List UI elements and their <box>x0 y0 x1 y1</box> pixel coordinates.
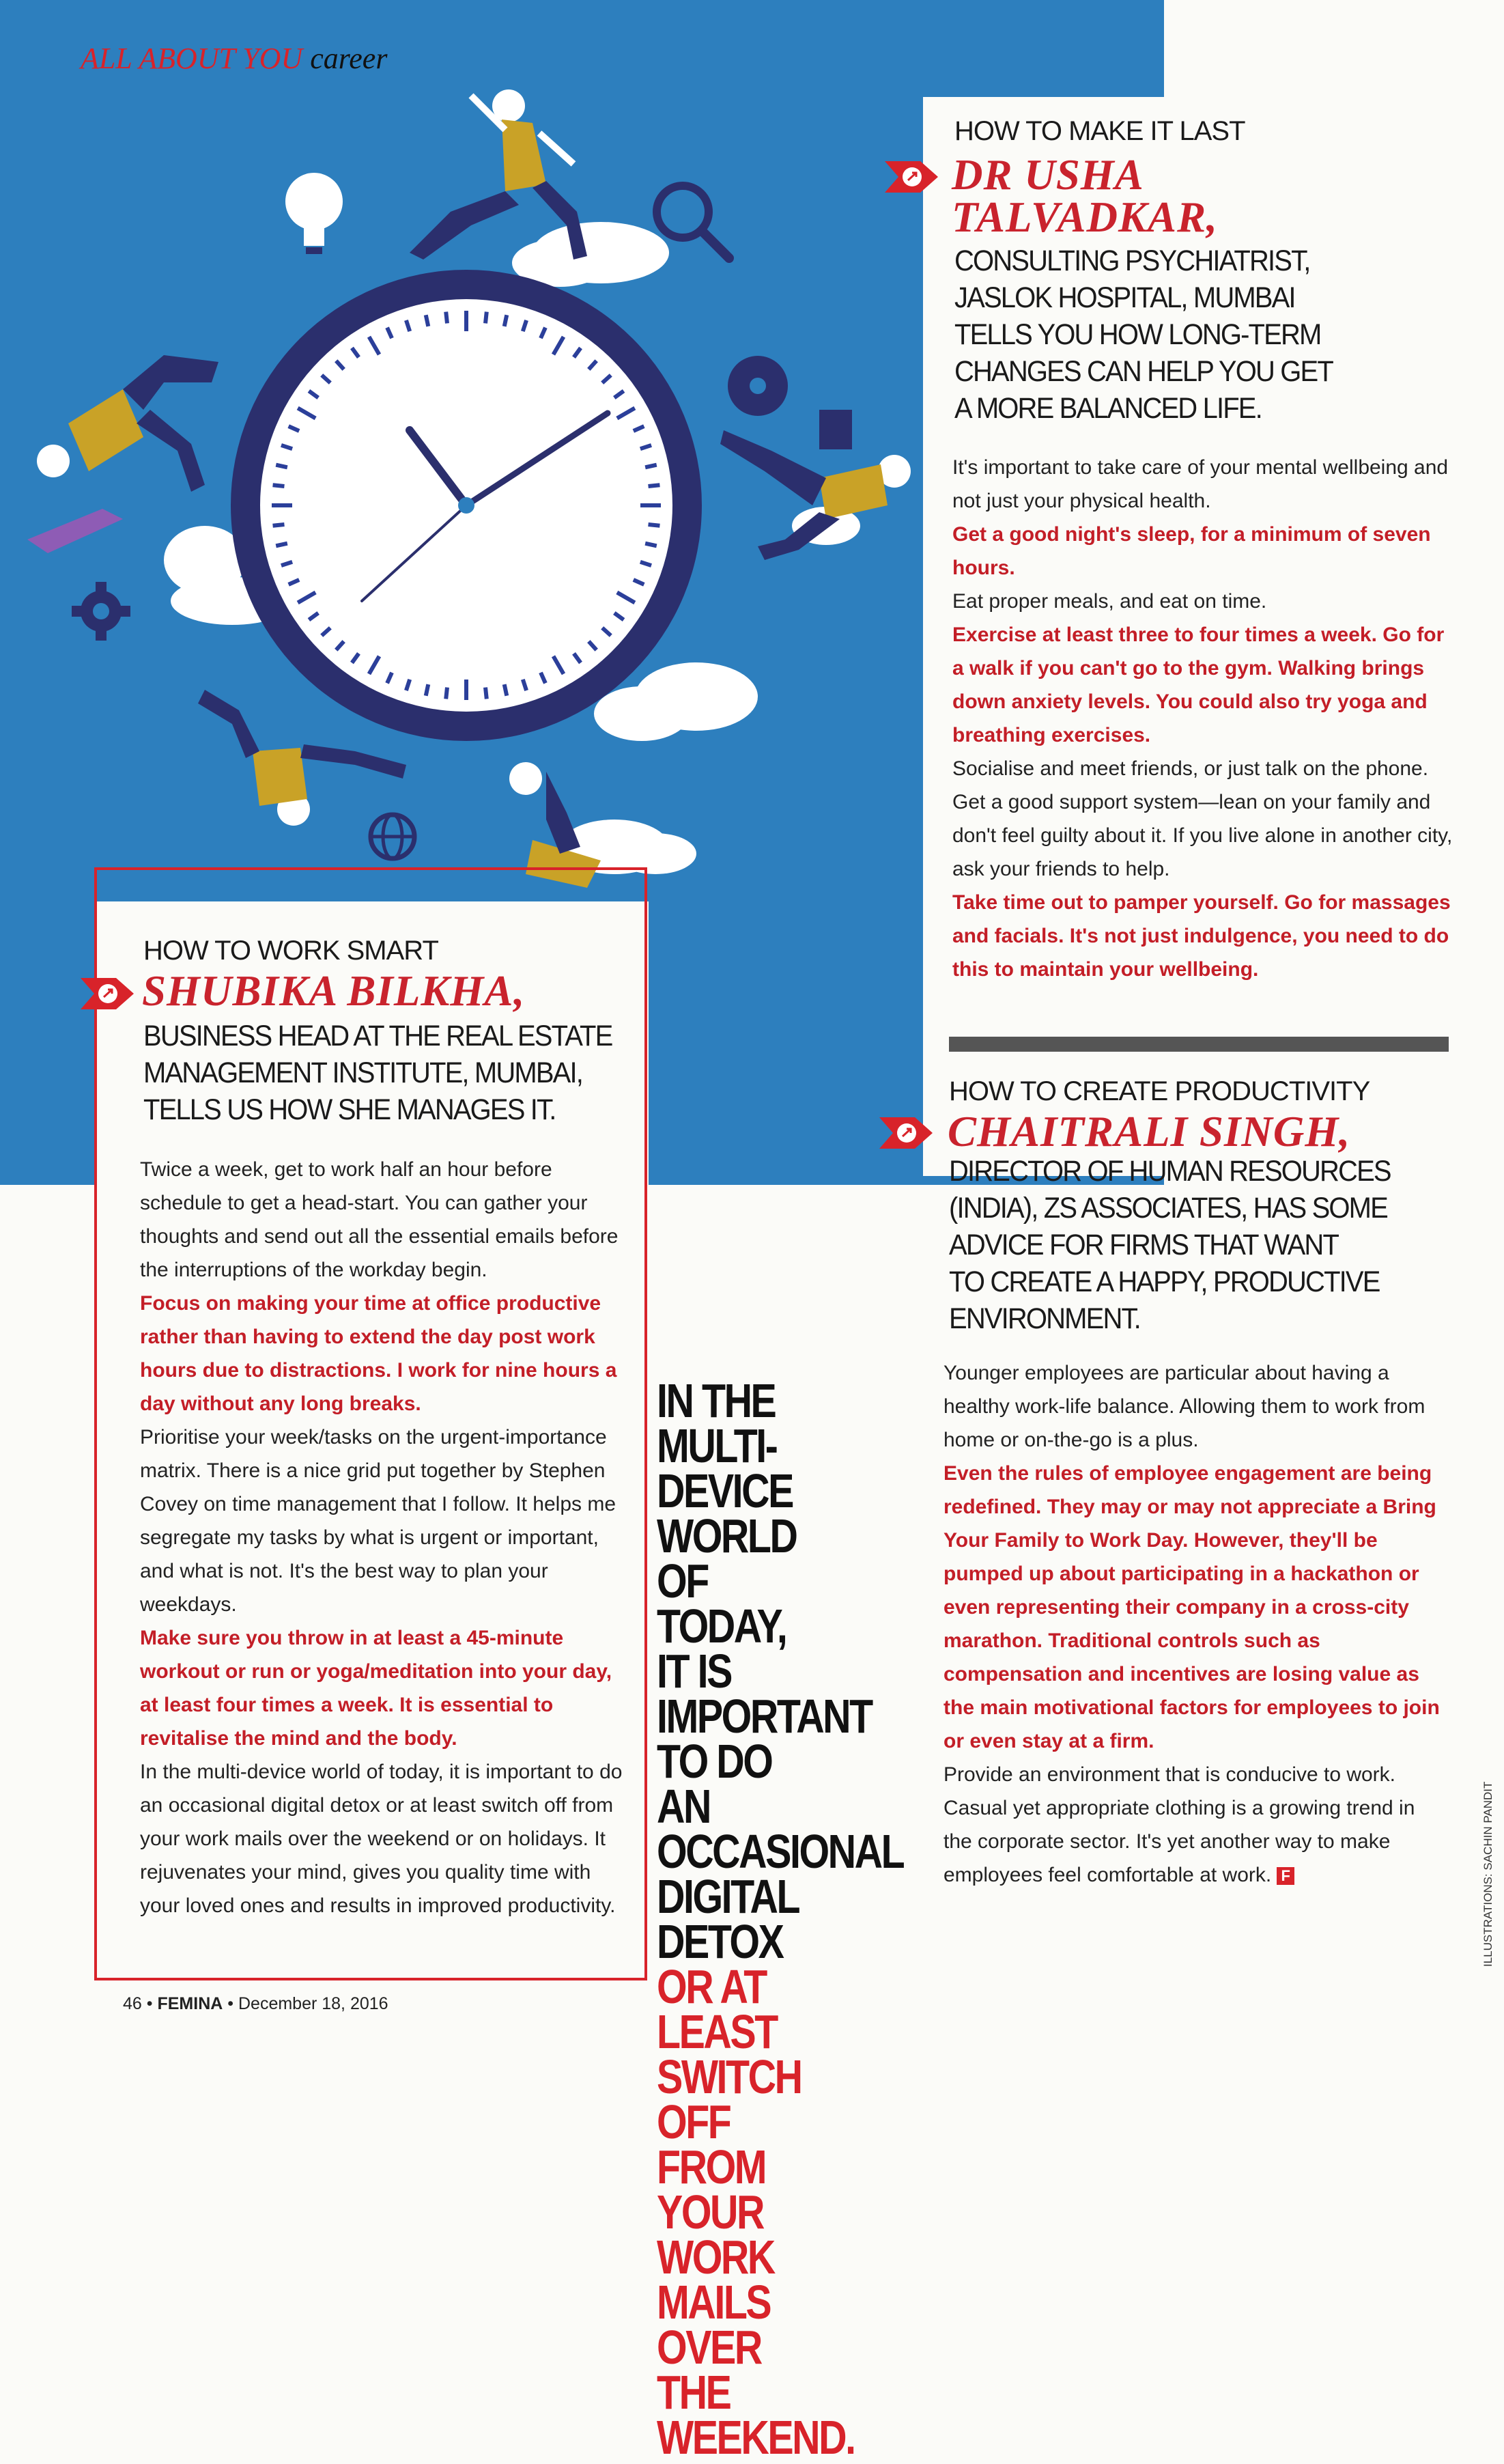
section-kicker <box>81 41 387 76</box>
illustration-credit: ILLUSTRATIONS: SACHIN PANDIT <box>1481 1781 1494 1967</box>
clock-icon <box>231 270 702 741</box>
arrow-badge-icon <box>885 161 938 193</box>
clock-tick <box>446 688 447 699</box>
intro-usha <box>954 242 1333 427</box>
intro-line: TELLS YOU HOW LONG-TERM <box>954 318 1321 351</box>
intro-line: ADVICE FOR FIRMS THAT WANT <box>949 1229 1339 1261</box>
intro-line: ENVIRONMENT. <box>949 1302 1140 1335</box>
issue-date: December 18, 2016 <box>238 1994 388 2013</box>
clock-tick <box>505 315 507 326</box>
body-paragraph: Socialise and meet friends, or just talk on the phone. Get a good support system—lean on your family and don't feel guilty about it. If you live alone in another city, ask your friends to help. <box>952 757 1453 880</box>
figure-left <box>27 355 218 553</box>
intro-line: (INDIA), ZS ASSOCIATES, HAS SOME <box>949 1192 1387 1224</box>
pull-quote-red: OR AT LEAST SWITCH OFF FROM YOUR WORK MAILS OVER THE WEEKEND. <box>657 1960 855 2464</box>
body-paragraph: It's important to take care of your mental wellbeing and not just your physical health. <box>952 456 1449 512</box>
location-pin-icon <box>728 356 788 416</box>
body-highlight: Even the rules of employee engagement are being redefined. They may or may not appreciate a Bring Your Family to Work Day. However, they'll be pumped up about participating in a hackathon or even representing their company in a cross-city marathon. Traditional controls such as compensation and incentives are losing value as the main motivational factors for employees to join or even stay at a firm. <box>943 1462 1440 1752</box>
intro-line: DIRECTOR OF HUMAN RESOURCES <box>949 1155 1391 1188</box>
body-paragraph: In the multi-device world of today, it is important to do an occasional digital detox or at least switch off from your work mails over the weekend or on holidays. It rejuvenates your mind, gives you quality time with your loved ones and results in improved productivity. <box>140 1761 623 1917</box>
clock-tick <box>446 312 447 324</box>
intro-line: CHANGES CAN HELP YOU GET <box>954 355 1333 388</box>
body-paragraph: Prioritise your week/tasks on the urgent-importance matrix. There is a nice grid put together by Stephen Covey on time management that I follow. It helps me segregate my tasks by what is urgent or important, and what is not. It's the best way to plan your weekdays. <box>140 1426 616 1616</box>
page-number: 46 <box>123 1994 142 2013</box>
clock-tick <box>485 688 487 699</box>
magazine-name: FEMINA <box>157 1994 223 2013</box>
gear-icon <box>72 582 130 641</box>
intro-line: TELLS US HOW SHE MANAGES IT. <box>143 1093 556 1126</box>
body-paragraph-last <box>943 1758 1442 1892</box>
clock-tick <box>426 684 429 696</box>
body-chaitrali <box>943 1356 1442 1892</box>
clock-tick <box>426 315 429 326</box>
person-name-line2: TALVADKAR, <box>952 193 1218 241</box>
body-paragraph: Eat proper meals, and eat on time. <box>952 590 1267 613</box>
clock-tick <box>276 544 287 546</box>
lightbulb-icon <box>285 173 343 254</box>
intro-line: JASLOK HOSPITAL, MUMBAI <box>954 281 1295 314</box>
clock-tick <box>645 465 657 468</box>
person-name-shubika: SHUBIKA BILKHA, <box>142 967 526 1015</box>
person-name-chaitrali: CHAITRALI SINGH, <box>948 1108 1351 1156</box>
section-label-make-it-last: HOW TO MAKE IT LAST <box>954 116 1245 146</box>
clock-tick <box>649 485 660 486</box>
intro-line: TO CREATE A HAPPY, PRODUCTIVE <box>949 1265 1380 1298</box>
pull-quote-black: IN THE MULTI-DEVICE WORLD OF TODAY, IT IS IMPORTANT TO DO AN OCCASIONAL DIGITAL DETOX <box>657 1374 903 1968</box>
body-highlight: Focus on making your time at office productive rather than having to extend the day post work hours due to distractions. I work for nine hours a day without any long breaks. <box>140 1292 617 1415</box>
arrow-badge-icon <box>879 1117 933 1149</box>
intro-chaitrali <box>949 1153 1391 1337</box>
body-highlight: Exercise at least three to four times a week. Go for a walk if you can't go to the gym. Walking brings down anxiety levels. You could also try yoga and breathing exercises. <box>952 624 1445 746</box>
clock-tick <box>273 524 285 526</box>
body-highlight: Take time out to pamper yourself. Go for massages and facials. It's not just indulgence, you need to do this to maintain your wellbeing. <box>952 891 1451 981</box>
intro-line: BUSINESS HEAD AT THE REAL ESTATE <box>143 1020 612 1052</box>
clock-tick <box>485 312 487 324</box>
section-label-productivity: HOW TO CREATE PRODUCTIVITY <box>949 1076 1370 1106</box>
body-paragraph-text: Provide an environment that is conducive to work. Casual yet appropriate clothing is a growing trend in the corporate sector. It's yet another way to make employees feel comfortable at work. <box>943 1763 1415 1886</box>
person-name-line1: DR USHA <box>952 151 1144 199</box>
person-name-usha <box>952 151 1218 241</box>
intro-shubika <box>143 1018 612 1128</box>
arrow-badge-icon <box>81 978 134 1009</box>
intro-line: CONSULTING PSYCHIATRIST, <box>954 244 1310 277</box>
body-highlight: Get a good night's sleep, for a minimum of seven hours. <box>952 523 1431 579</box>
clock-tick <box>645 544 657 546</box>
body-highlight: Make sure you throw in at least a 45-minute workout or run or yoga/meditation into your day, at least four times a week. It is essential to revitalise the mind and the body. <box>140 1627 612 1750</box>
body-shubika <box>140 1153 635 1922</box>
body-paragraph: Twice a week, get to work half an hour before schedule to get a head-start. You can gather your thoughts and send out all the essential emails before the interruptions of the workday begin. <box>140 1158 619 1281</box>
clock-tick <box>273 485 285 486</box>
clock-tick <box>276 465 287 468</box>
kicker-brand: ALL ABOUT YOU <box>81 42 303 75</box>
intro-line: A MORE BALANCED LIFE. <box>954 392 1262 425</box>
footer-separator: • <box>146 1994 153 2013</box>
clock-tick <box>505 684 507 696</box>
kicker-section: career <box>310 42 388 75</box>
body-usha <box>952 451 1458 986</box>
footer-separator: • <box>227 1994 234 2013</box>
intro-line: MANAGEMENT INSTITUTE, MUMBAI, <box>143 1056 582 1089</box>
globe-icon <box>371 815 414 858</box>
section-label-work-smart: HOW TO WORK SMART <box>143 936 438 966</box>
body-paragraph: Younger employees are particular about having a healthy work-life balance. Allowing them to work from home or on-the-go is a plus. <box>943 1362 1425 1451</box>
pull-quote <box>657 1374 903 2464</box>
end-mark-icon: F <box>1277 1867 1294 1885</box>
page-footer <box>123 1994 388 2014</box>
section-divider <box>949 1037 1449 1052</box>
clock-tick <box>649 524 660 526</box>
